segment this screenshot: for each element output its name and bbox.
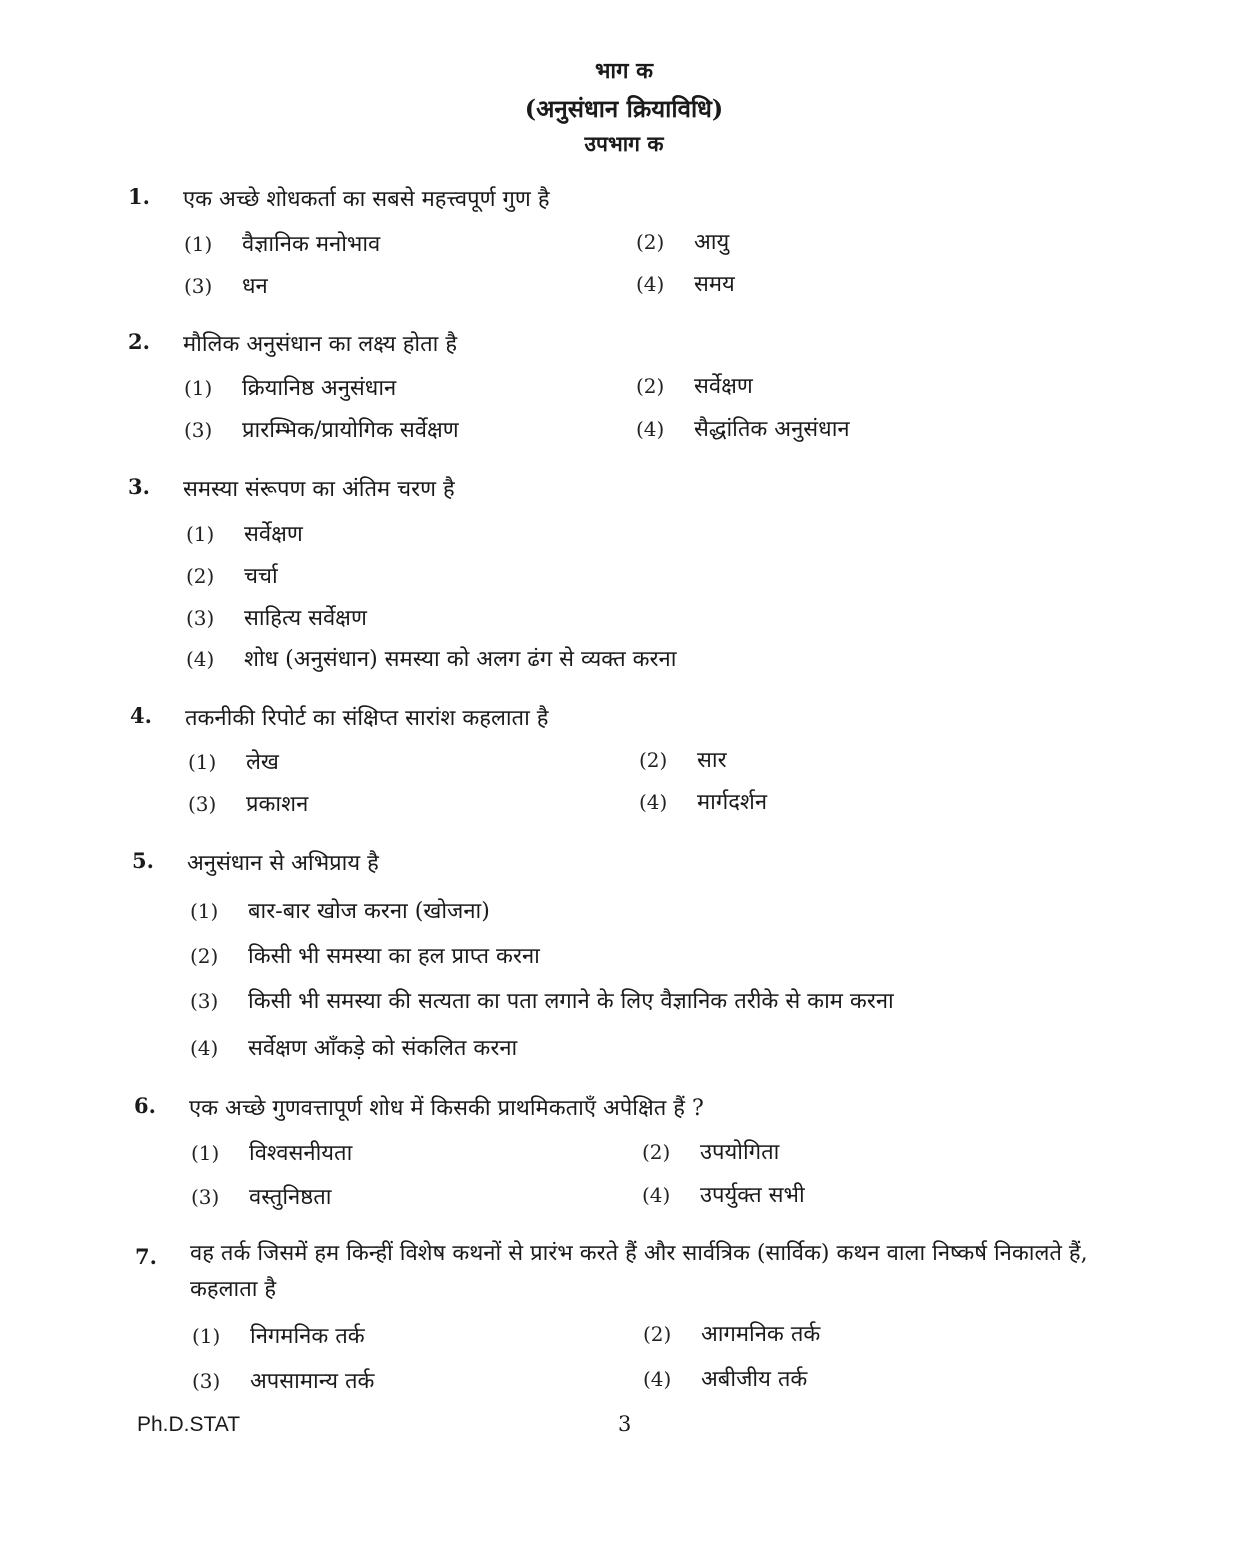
- option: (3) प्रारम्भिक/प्रायोगिक सर्वेक्षण: [184, 418, 459, 443]
- option: (2) उपयोगिता: [642, 1140, 780, 1165]
- question-number: 1.: [128, 184, 150, 209]
- question-text: मौलिक अनुसंधान का लक्ष्य होता है: [183, 332, 458, 357]
- question-number: 3.: [128, 474, 150, 499]
- exam-code: Ph.D.STAT: [137, 1413, 241, 1436]
- question-text: अनुसंधान से अभिप्राय है: [187, 851, 379, 876]
- option: (3) साहित्य सर्वेक्षण: [186, 606, 367, 631]
- option: (3) किसी भी समस्या की सत्यता का पता लगाने के लिए वैज्ञानिक तरीके से काम करना: [190, 989, 894, 1014]
- question-number: 2.: [128, 329, 150, 354]
- option: (2) सर्वेक्षण: [636, 374, 753, 399]
- option: (3) प्रकाशन: [188, 792, 309, 817]
- option: (4) शोध (अनुसंधान) समस्या को अलग ढंग से व्यक्त करना: [186, 647, 677, 672]
- option: (4) समय: [636, 272, 735, 297]
- option: (4) उपर्युक्त सभी: [642, 1183, 805, 1208]
- option: (1) क्रियानिष्ठ अनुसंधान: [184, 376, 397, 401]
- option: (1) सर्वेक्षण: [186, 522, 303, 547]
- option: (1) बार-बार खोज करना (खोजना): [190, 899, 490, 924]
- option: (2) सार: [639, 748, 727, 773]
- option: (1) लेख: [188, 750, 279, 775]
- option: (1) निगमनिक तर्क: [192, 1324, 365, 1349]
- subject-heading: (अनुसंधान क्रियाविधि): [524, 94, 724, 123]
- option: (4) सर्वेक्षण आँकड़े को संकलित करना: [190, 1036, 518, 1061]
- option: (2) आगमनिक तर्क: [643, 1322, 821, 1347]
- question-text: एक अच्छे शोधकर्ता का सबसे महत्त्वपूर्ण गुण है: [183, 187, 550, 212]
- question-number: 6.: [134, 1093, 156, 1118]
- option: (4) सैद्धांतिक अनुसंधान: [636, 417, 850, 442]
- option: (3) धन: [184, 274, 268, 299]
- question-text: समस्या संरूपण का अंतिम चरण है: [183, 477, 455, 502]
- question-number: 4.: [130, 703, 152, 728]
- question-number: 7.: [135, 1244, 157, 1269]
- option: (2) किसी भी समस्या का हल प्राप्त करना: [190, 944, 540, 969]
- option: (2) आयु: [636, 230, 730, 255]
- option: (4) मार्गदर्शन: [639, 790, 768, 815]
- question-number: 5.: [132, 848, 154, 873]
- page-number: 3: [618, 1412, 632, 1436]
- question-text: वह तर्क जिसमें हम किन्हीं विशेष कथनों से प्रारंभ करते हैं और सार्वत्रिक (सार्विक) कथन वाला निष्कर्ष निकालते हैं, कहलाता है: [190, 1241, 1088, 1302]
- option: (3) वस्तुनिष्ठता: [191, 1185, 332, 1210]
- option: (1) विश्वसनीयता: [191, 1141, 353, 1166]
- subsection-heading: उपभाग क: [584, 131, 664, 156]
- option: (4) अबीजीय तर्क: [643, 1367, 808, 1392]
- question-text: एक अच्छे गुणवत्तापूर्ण शोध में किसकी प्राथमिकताएँ अपेक्षित हैं ?: [189, 1096, 704, 1121]
- section-heading: भाग क: [594, 58, 654, 84]
- option: (2) चर्चा: [186, 564, 278, 589]
- question-text: तकनीकी रिपोर्ट का संक्षिप्त सारांश कहलाता है: [185, 706, 549, 731]
- option: (3) अपसामान्य तर्क: [192, 1369, 375, 1394]
- option: (1) वैज्ञानिक मनोभाव: [184, 232, 381, 257]
